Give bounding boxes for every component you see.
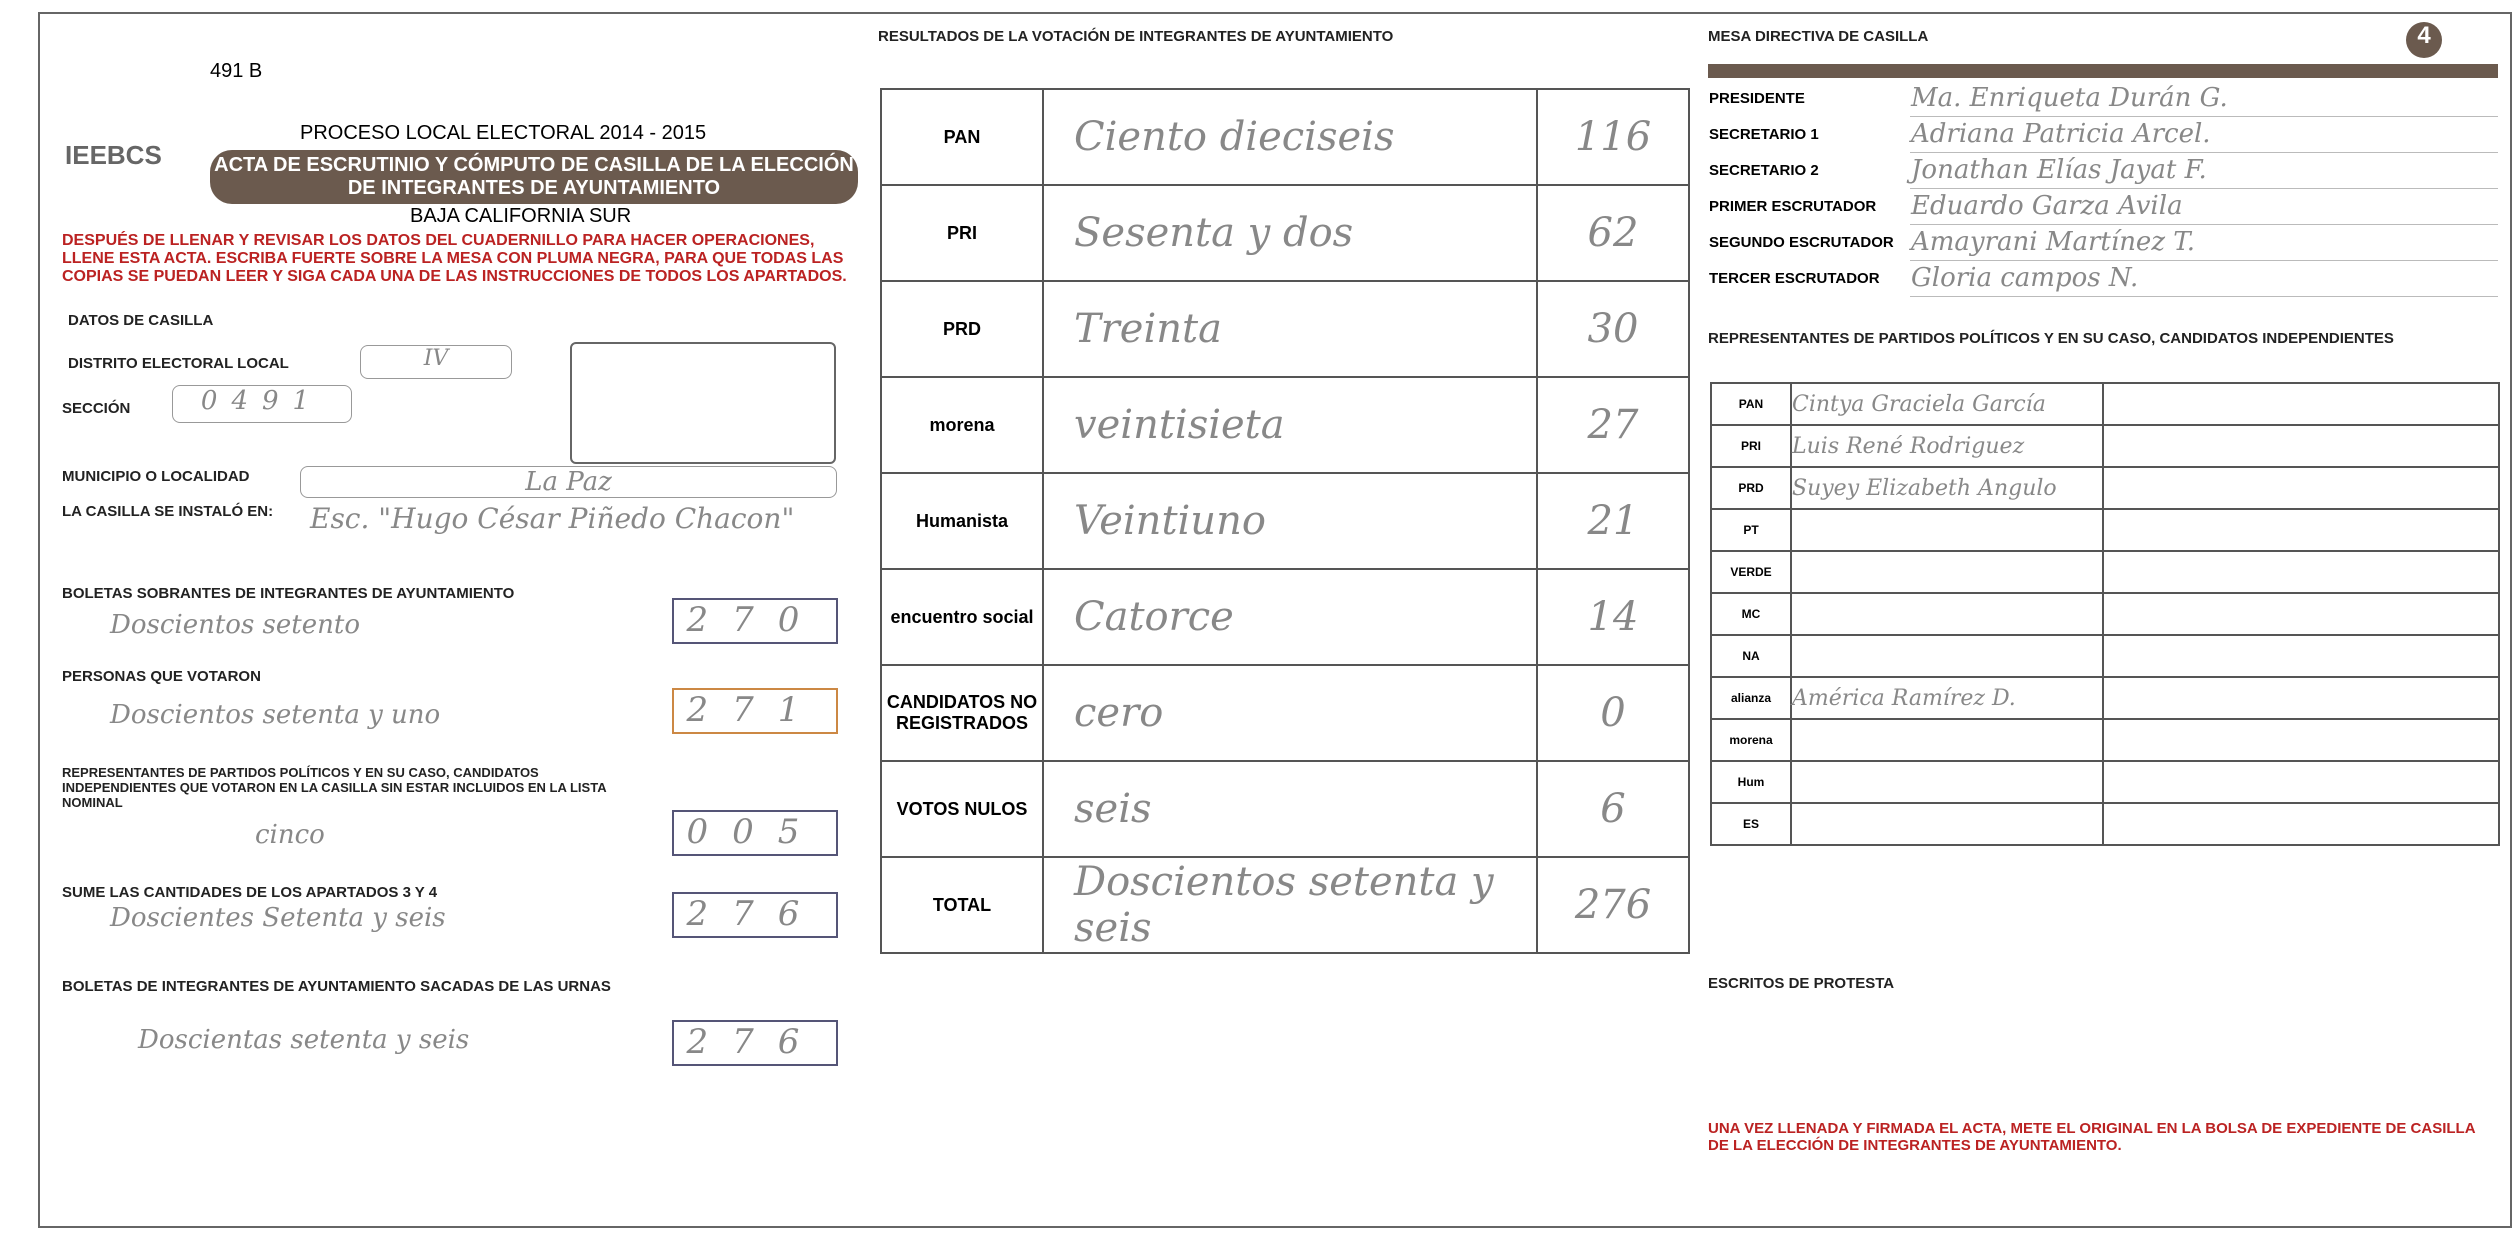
rep-row bbox=[1711, 551, 2499, 593]
party: encuentro social bbox=[881, 569, 1043, 665]
distrito-value: IV bbox=[360, 345, 512, 379]
rep-name bbox=[1791, 551, 2103, 593]
mesa-row bbox=[1708, 260, 2498, 296]
nombre: Amayrani Martínez T. bbox=[1910, 224, 2498, 260]
rep-party: Hum bbox=[1711, 761, 1791, 803]
votes-num: 276 bbox=[1537, 857, 1689, 953]
rep-row bbox=[1711, 467, 2499, 509]
s3-letra: Doscientos setenta y uno bbox=[110, 700, 441, 730]
votes-num: 30 bbox=[1537, 281, 1689, 377]
mesa-row bbox=[1708, 80, 2498, 116]
s6-num: 276 bbox=[672, 1020, 838, 1066]
cargo: SEGUNDO ESCRUTADOR bbox=[1709, 233, 1894, 251]
party: PAN bbox=[881, 89, 1043, 185]
rep-name bbox=[1791, 761, 2103, 803]
rep-firma bbox=[2103, 677, 2499, 719]
s5-label: SUME LAS CANTIDADES DE LOS APARTADOS 3 Y 4 bbox=[62, 884, 438, 901]
s3-num: 271 bbox=[672, 688, 838, 734]
results-table bbox=[880, 88, 1690, 954]
mesa-header bbox=[1708, 64, 2498, 78]
rep-name bbox=[1791, 803, 2103, 845]
result-row bbox=[881, 281, 1689, 377]
municipio-value: La Paz bbox=[300, 466, 837, 498]
party: PRI bbox=[881, 185, 1043, 281]
cargo: SECRETARIO 1 bbox=[1709, 125, 1819, 143]
instalo-label: LA CASILLA SE INSTALÓ EN: bbox=[62, 503, 274, 520]
rep-row bbox=[1711, 383, 2499, 425]
instructions: DESPUÉS DE LLENAR Y REVISAR LOS DATOS DEL CUADERNILLO PARA HACER OPERACIONES, LLENE ESTA ACTA. ESCRIBA FUERTE SOBRE LA MESA CON PLUMA NEGRA, PARA QUE TODAS LAS COPIAS SE PUEDAN LEER Y SIGA CADA UNA DE LAS INSTRUCCIONES DE TODOS LOS APARTADOS. bbox=[62, 232, 847, 285]
party: VOTOS NULOS bbox=[881, 761, 1043, 857]
rep-name: Luis René Rodriguez bbox=[1791, 425, 2103, 467]
rep-row bbox=[1711, 425, 2499, 467]
rep-name bbox=[1791, 509, 2103, 551]
rep-firma bbox=[2103, 383, 2499, 425]
s5-num: 276 bbox=[672, 892, 838, 938]
s6-label: BOLETAS DE INTEGRANTES DE AYUNTAMIENTO SACADAS DE LAS URNAS bbox=[62, 978, 611, 995]
rep-party: PT bbox=[1711, 509, 1791, 551]
nombre: Gloria campos N. bbox=[1910, 260, 2498, 296]
rep-name: Suyey Elizabeth Angulo bbox=[1791, 467, 2103, 509]
rep-firma bbox=[2103, 761, 2499, 803]
rep-party: VERDE bbox=[1711, 551, 1791, 593]
votes-letra: Doscientos setenta y seis bbox=[1043, 857, 1537, 953]
mesa-row bbox=[1708, 152, 2498, 188]
cargo: PRESIDENTE bbox=[1709, 89, 1805, 107]
nombre: Jonathan Elías Jayat F. bbox=[1910, 152, 2498, 188]
s4-num: 005 bbox=[672, 810, 838, 856]
s2-letra: Doscientos setento bbox=[110, 610, 360, 640]
instalo-value: Esc. "Hugo César Piñedo Chacon" bbox=[310, 502, 795, 535]
s14-text: UNA VEZ LLENADA Y FIRMADA EL ACTA, METE EL ORIGINAL EN LA BOLSA DE EXPEDIENTE DE CASILLA DE LA ELECCIÓN DE INTEGRANTES DE AYUNTAMIENTO. bbox=[1708, 1120, 2475, 1154]
rep-row bbox=[1711, 761, 2499, 803]
votes-num: 14 bbox=[1537, 569, 1689, 665]
votes-letra: Sesenta y dos bbox=[1043, 185, 1537, 281]
rep-firma bbox=[2103, 803, 2499, 845]
rep-party: PRI bbox=[1711, 425, 1791, 467]
rep-row bbox=[1711, 593, 2499, 635]
votes-num: 27 bbox=[1537, 377, 1689, 473]
rep-party: MC bbox=[1711, 593, 1791, 635]
votes-letra: Catorce bbox=[1043, 569, 1537, 665]
rep-firma bbox=[2103, 719, 2499, 761]
party: TOTAL bbox=[881, 857, 1043, 953]
votes-num: 62 bbox=[1537, 185, 1689, 281]
s8-label: RESULTADOS DE LA VOTACIÓN DE INTEGRANTES DE AYUNTAMIENTO bbox=[878, 28, 1394, 45]
rep-row bbox=[1711, 677, 2499, 719]
votes-num: 21 bbox=[1537, 473, 1689, 569]
rep-firma bbox=[2103, 551, 2499, 593]
rep-party: PAN bbox=[1711, 383, 1791, 425]
rep-firma bbox=[2103, 425, 2499, 467]
process: PROCESO LOCAL ELECTORAL 2014 - 2015 bbox=[300, 122, 707, 144]
cargo: PRIMER ESCRUTADOR bbox=[1709, 197, 1877, 215]
rep-row bbox=[1711, 509, 2499, 551]
result-row bbox=[881, 569, 1689, 665]
rep-row bbox=[1711, 719, 2499, 761]
rep-name: Cintya Graciela García bbox=[1791, 383, 2103, 425]
rep-row bbox=[1711, 635, 2499, 677]
result-row bbox=[881, 185, 1689, 281]
result-row bbox=[881, 857, 1689, 953]
s2-num: 270 bbox=[672, 598, 838, 644]
logo: IEEBCS bbox=[65, 140, 162, 170]
rep-firma bbox=[2103, 467, 2499, 509]
s1-label: DATOS DE CASILLA bbox=[68, 312, 214, 329]
rep-name bbox=[1791, 593, 2103, 635]
distrito-label: DISTRITO ELECTORAL LOCAL bbox=[68, 355, 289, 372]
rep-name bbox=[1791, 635, 2103, 677]
rep-row bbox=[1711, 803, 2499, 845]
cargo: TERCER ESCRUTADOR bbox=[1709, 269, 1880, 287]
votes-letra: veintisieta bbox=[1043, 377, 1537, 473]
id: 491 B bbox=[210, 60, 263, 82]
rep-name bbox=[1791, 719, 2103, 761]
party: morena bbox=[881, 377, 1043, 473]
votes-num: 6 bbox=[1537, 761, 1689, 857]
s11-label: MESA DIRECTIVA DE CASILLA bbox=[1708, 28, 1929, 45]
rep-firma bbox=[2103, 593, 2499, 635]
votes-letra: cero bbox=[1043, 665, 1537, 761]
mesa-row bbox=[1708, 188, 2498, 224]
s12-label: REPRESENTANTES DE PARTIDOS POLÍTICOS Y EN SU CASO, CANDIDATOS INDEPENDIENTES bbox=[1708, 330, 2394, 347]
result-row bbox=[881, 665, 1689, 761]
party: Humanista bbox=[881, 473, 1043, 569]
municipio-label: MUNICIPIO O LOCALIDAD bbox=[62, 468, 250, 485]
nombre: Eduardo Garza Avila bbox=[1910, 188, 2498, 224]
votes-letra: seis bbox=[1043, 761, 1537, 857]
mesa-row bbox=[1708, 224, 2498, 260]
votes-letra: Treinta bbox=[1043, 281, 1537, 377]
seccion-label: SECCIÓN bbox=[62, 400, 131, 417]
votes-letra: Veintiuno bbox=[1043, 473, 1537, 569]
title: ACTA DE ESCRUTINIO Y CÓMPUTO DE CASILLA DE LA ELECCIÓN DE INTEGRANTES DE AYUNTAMIENTO bbox=[210, 150, 858, 204]
votes-num: 116 bbox=[1537, 89, 1689, 185]
result-row bbox=[881, 377, 1689, 473]
mesa-table bbox=[1708, 80, 2498, 297]
reps-table bbox=[1710, 382, 2500, 846]
nombre: Adriana Patricia Arcel. bbox=[1910, 116, 2498, 152]
nombre: Ma. Enriqueta Durán G. bbox=[1910, 80, 2498, 116]
s4-letra: cinco bbox=[255, 820, 325, 850]
party: CANDIDATOS NO REGISTRADOS bbox=[881, 665, 1043, 761]
rep-name: América Ramírez D. bbox=[1791, 677, 2103, 719]
s3-label: PERSONAS QUE VOTARON bbox=[62, 668, 261, 685]
party: PRD bbox=[881, 281, 1043, 377]
mesa-row bbox=[1708, 116, 2498, 152]
rep-party: morena bbox=[1711, 719, 1791, 761]
result-row bbox=[881, 761, 1689, 857]
page-number: 4 bbox=[2406, 22, 2442, 58]
seccion-value: 0491 bbox=[172, 385, 352, 423]
s2-label: BOLETAS SOBRANTES DE INTEGRANTES DE AYUNTAMIENTO bbox=[62, 585, 515, 602]
rep-party: PRD bbox=[1711, 467, 1791, 509]
s13-label: ESCRITOS DE PROTESTA bbox=[1708, 975, 1895, 992]
s6-letra: Doscientas setenta y seis bbox=[138, 1025, 470, 1055]
rep-party: ES bbox=[1711, 803, 1791, 845]
votes-letra: Ciento dieciseis bbox=[1043, 89, 1537, 185]
rep-firma bbox=[2103, 509, 2499, 551]
s4-label: REPRESENTANTES DE PARTIDOS POLÍTICOS Y EN SU CASO, CANDIDATOS INDEPENDIENTES QUE VOTARON EN LA CASILLA SIN ESTAR INCLUIDOS EN LA LISTA NOMINAL bbox=[62, 765, 607, 810]
rep-party: alianza bbox=[1711, 677, 1791, 719]
votes-num: 0 bbox=[1537, 665, 1689, 761]
state: BAJA CALIFORNIA SUR bbox=[410, 205, 632, 227]
cargo: SECRETARIO 2 bbox=[1709, 161, 1819, 179]
s5-letra: Doscientes Setenta y seis bbox=[110, 903, 446, 933]
rep-firma bbox=[2103, 635, 2499, 677]
result-row bbox=[881, 89, 1689, 185]
rep-party: NA bbox=[1711, 635, 1791, 677]
result-row bbox=[881, 473, 1689, 569]
tipo-casilla bbox=[570, 342, 836, 464]
